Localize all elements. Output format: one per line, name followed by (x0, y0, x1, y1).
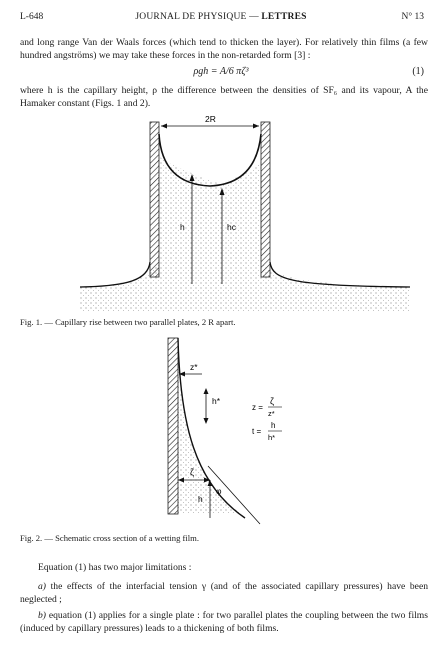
figure-2-diagram (20, 334, 428, 526)
limitation-b-text: equation (1) applies for a single plate : for two parallel plates the coupling between the two films (induced by capillary pressures) leads to a thickening of both films. (20, 610, 428, 635)
hstar-arrowhead-down (204, 418, 209, 424)
label-h-fig1: h (180, 222, 185, 232)
label-zeta: ζ (190, 467, 194, 477)
hstar-arrowhead-up (204, 388, 209, 394)
label-h-fig2: h (198, 494, 203, 504)
liquid-fill-fig1 (80, 156, 410, 312)
intro-paragraph: and long range Van der Waals forces (which tend to thicken the layer). For relatively thin films (a few hundred angströms) we may take these forces in the non-retarded form [3] : (20, 37, 428, 62)
limitation-b-label: b) (38, 610, 46, 621)
t-eq-den: h* (268, 433, 276, 442)
limitations-intro: Equation (1) has two major limitations : (38, 562, 192, 573)
wall-plate (168, 338, 178, 514)
z-eq-lhs: z = (252, 403, 263, 412)
label-hc: hc (227, 222, 236, 232)
figure-1-diagram (20, 112, 428, 312)
issue-number: N° 13 (401, 12, 424, 22)
page-number: L-648 (20, 12, 44, 22)
right-plate (261, 122, 270, 277)
label-phi: φ (216, 486, 222, 496)
width-arrow-left (161, 124, 167, 129)
limitation-a (20, 580, 428, 607)
left-plate (150, 122, 159, 277)
journal-name: JOURNAL DE PHYSIQUE (135, 12, 247, 22)
journal-section: LETTRES (261, 12, 307, 22)
t-eq-num: h (271, 421, 276, 430)
z-eq-num: ζ (270, 396, 274, 406)
where-paragraph: where h is the capillary height, ρ the difference between the densities of SF₆ and its vapour, A the Hamaker constant (Figs. 1 and 2). (20, 85, 428, 110)
label-zstar: z* (190, 362, 198, 372)
label-hstar: h* (212, 396, 221, 406)
width-arrow-right (253, 124, 259, 129)
z-eq-den: z* (268, 409, 275, 418)
label-2R: 2R (205, 114, 216, 124)
equation-1: ρgh = A/6 πζ³ (193, 66, 249, 77)
limitation-a-label: a) (38, 581, 46, 592)
figure-2-caption: Fig. 2. — Schematic cross section of a wetting film. (20, 533, 200, 543)
equation-number: (1) (412, 66, 424, 77)
figure-1-caption: Fig. 1. — Capillary rise between two parallel plates, 2 R apart. (20, 317, 236, 327)
limitation-a-text: the effects of the interfacial tension γ (and of the associated capillary pressures) have been neglected ; (20, 581, 428, 606)
t-eq-lhs: t = (252, 427, 262, 436)
journal-title: JOURNAL DE PHYSIQUE — LETTRES (135, 12, 307, 22)
limitation-b (20, 609, 428, 636)
